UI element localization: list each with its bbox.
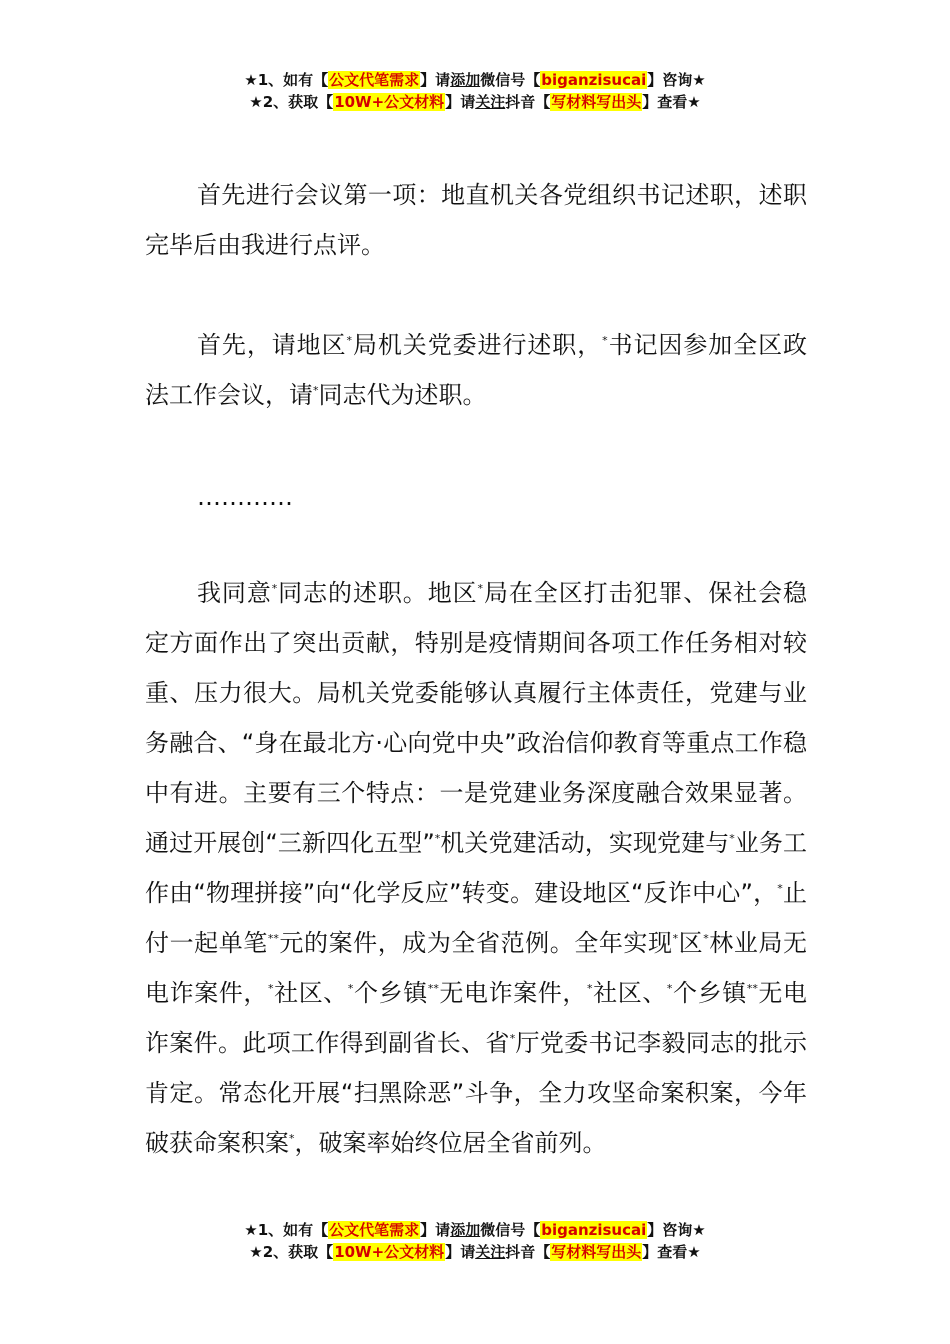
bottom-banner — [0, 1219, 950, 1263]
banner-douyin-id: 写材料写出头 — [551, 93, 642, 111]
banner-highlight: 公文代笔需求 — [329, 1221, 420, 1239]
banner-line-2: ★2、获取【10W+公文材料】请关注抖音【写材料写出头】查看★ — [249, 93, 701, 111]
banner-highlight: 10W+公文材料 — [334, 93, 445, 111]
banner-highlight: 10W+公文材料 — [334, 1243, 445, 1261]
banner-line-1: ★1、如有【公文代笔需求】请添加微信号【biganzisucai】咨询★ — [244, 1221, 706, 1239]
banner-wechat-id: biganzisucai — [541, 1221, 647, 1239]
top-banner — [0, 69, 950, 113]
paragraph-4: 我同意*同志的述职。地区*局在全区打击犯罪、保社会稳定方面作出了突出贡献，特别是疫情期间各项工作任务相对较重、压力很大。局机关党委能够认真履行主体责任，党建与业务融合、“身在最北方·心向党中央”政治信仰教育等重点工作稳中有进。主要有三个特点：一是党建业务深度融合效果显著。通过开展创“三新四化五型”*机关党建活动，实现党建与*业务工作由“物理拼接”向“化学反应”转变。建设地区“反诈中心”，*止付一起单笔**元的案件，成为全省范例。全年实现*区*林业局无电诈案件，*社区、*个乡镇**无电诈案件，*社区、*个乡镇**无电诈案件。此项工作得到副省长、省*厅党委书记李毅同志的批示肯定。常态化开展“扫黑除恶”斗争，全力攻坚命案积案，今年破获命案积案*，破案率始终位居全省前列。 — [145, 579, 808, 1157]
paragraph-ellipsis: ………… — [197, 483, 293, 511]
banner-highlight: 公文代笔需求 — [329, 71, 420, 89]
paragraph-1: 首先进行会议第一项：地直机关各党组织书记述职，述职完毕后由我进行点评。 — [145, 181, 807, 259]
banner-line-1: ★1、如有【公文代笔需求】请添加微信号【biganzisucai】咨询★ — [244, 71, 706, 89]
banner-wechat-id: biganzisucai — [541, 71, 647, 89]
banner-line-2: ★2、获取【10W+公文材料】请关注抖音【写材料写出头】查看★ — [249, 1243, 701, 1261]
banner-douyin-id: 写材料写出头 — [551, 1243, 642, 1261]
paragraph-2: 首先，请地区*局机关党委进行述职，*书记因参加全区政法工作会议，请*同志代为述职。 — [145, 331, 808, 409]
